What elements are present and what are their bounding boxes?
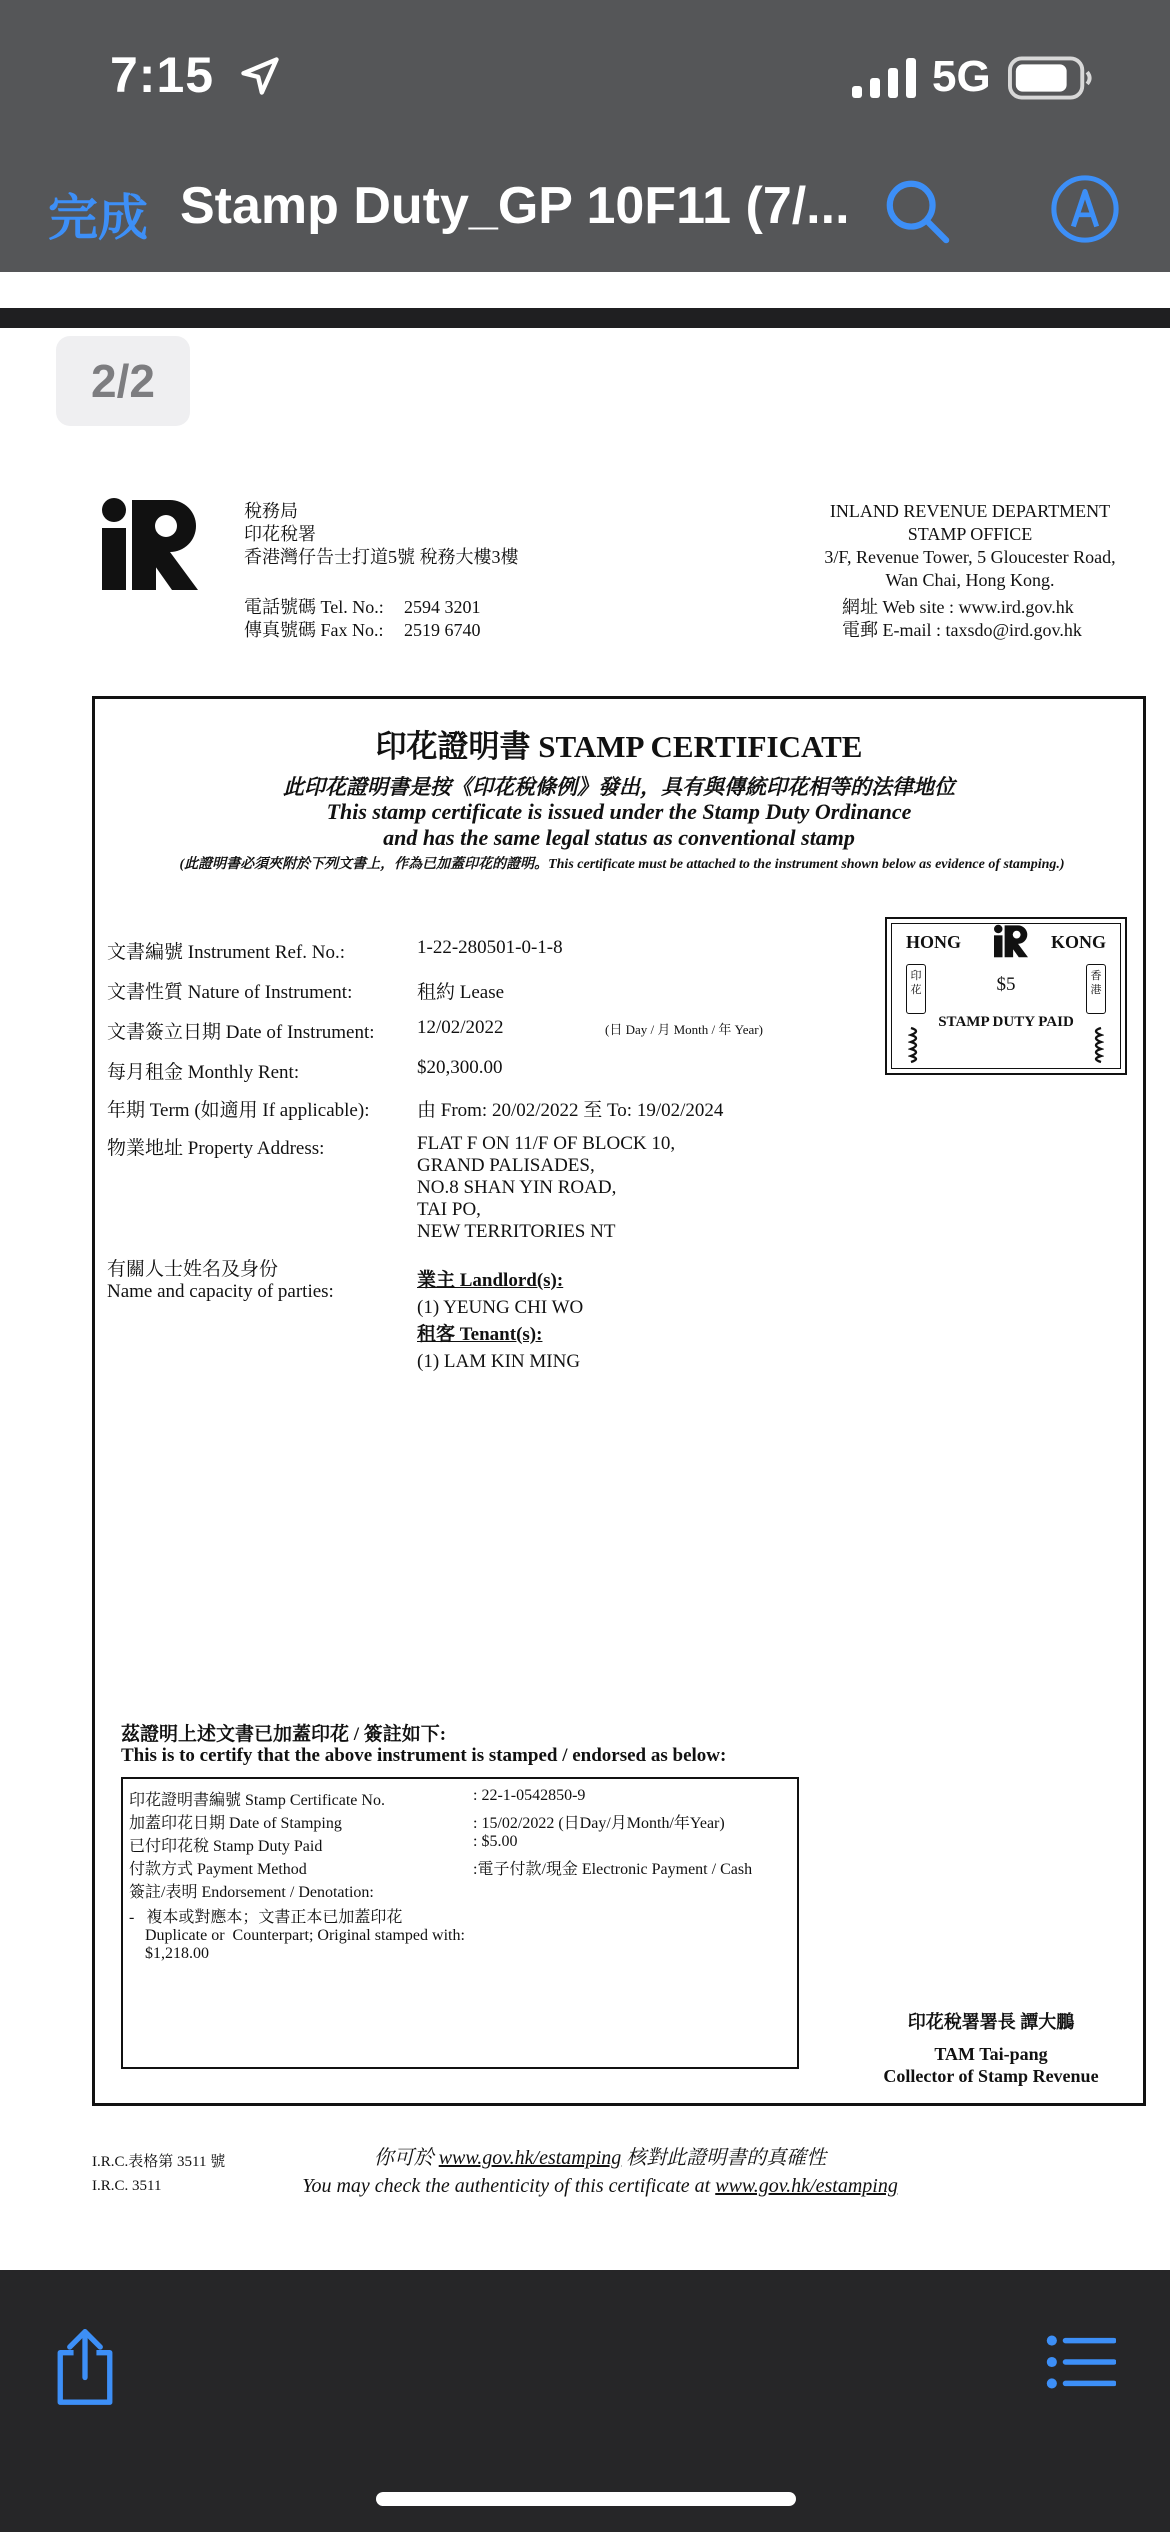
endorsement-value: : 15/02/2022 (日Day/月Month/年Year) [473, 1815, 725, 1832]
collector-signature-block [841, 2011, 1141, 2087]
tenant-name: (1) LAM KIN MING [417, 1351, 581, 1372]
verification-note [240, 2144, 960, 2200]
endorsement-value: :電子付款/現金 Electronic Payment / Cash [473, 1861, 753, 1878]
estamping-link[interactable]: www.gov.hk/estamping [438, 2147, 622, 2169]
letterhead-address-en [770, 500, 1170, 592]
form-number-en: I.R.C. 3511 [92, 2178, 162, 2194]
stamp-inner-border [891, 923, 1121, 1069]
form-number-zh: I.R.C.表格第 3511 號 [92, 2154, 226, 2170]
letterhead-address-zh [244, 500, 519, 569]
letterhead-line: INLAND REVENUE DEPARTMENT [829, 501, 1111, 521]
letterhead-line: 3/F, Revenue Tower, 5 Gloucester Road, [824, 547, 1116, 567]
parties-label-zh: 有關人士姓名及身份 [107, 1259, 279, 1280]
stamp-side-seal-right: 香港 [1086, 964, 1106, 1014]
address-line: NO.8 SHAN YIN ROAD, [417, 1177, 617, 1198]
endorsement-value: : 22-1-0542850-9 [473, 1787, 586, 1804]
bottom-toolbar [0, 2270, 1170, 2532]
field-value-term: 由 From: 20/02/2022 至 To: 19/02/2024 [417, 1100, 724, 1121]
verify-en-pre: You may check the authenticity of this certificate at [302, 2175, 716, 2197]
stamp-duty-paid-stamp [885, 917, 1127, 1075]
website: 網址 Web site : www.ird.gov.hk [842, 597, 1074, 617]
ird-stamp-logo [992, 924, 1030, 958]
parties-list [417, 1267, 583, 1375]
status-time: 7:15 [110, 47, 215, 103]
address-line: FLAT F ON 11/F OF BLOCK 10, [417, 1133, 676, 1154]
fax-number: 2519 6740 [404, 620, 481, 640]
letterhead-line: STAMP OFFICE [907, 524, 1033, 544]
battery-icon [1008, 56, 1094, 100]
landlord-label: 業主 Landlord(s): [417, 1270, 564, 1291]
spacer [841, 2033, 1141, 2043]
signal-strength-icon [852, 58, 916, 98]
top-bar [0, 0, 1170, 272]
endorsement-label: 印花證明書編號 Stamp Certificate No. [129, 1792, 385, 1809]
letterhead-line: Wan Chai, Hong Kong. [885, 570, 1055, 590]
certificate-title: 印花證明書 STAMP CERTIFICATE [375, 729, 863, 764]
done-button[interactable]: 完成 [48, 189, 148, 247]
letterhead-line: 印花稅署 [244, 524, 316, 544]
verify-zh-post: 核對此證明書的真確性 [621, 2147, 827, 2169]
letterhead-line: 稅務局 [244, 501, 298, 521]
landlord-name: (1) YEUNG CHI WO [417, 1297, 584, 1318]
document-viewer[interactable] [0, 272, 1170, 2270]
letterhead-contact [842, 596, 1082, 642]
stamp-hong: HONG [906, 932, 962, 952]
letterhead-phone [244, 596, 481, 642]
ird-logo [98, 496, 202, 592]
certificate-note: (此證明書必須夾附於下列文書上，作為已加蓋印花的證明。This certificate must be attached to the instrument shown below as evidence of stamping.) [179, 857, 1065, 872]
collector-name-en: TAM Tai-pang [934, 2044, 1048, 2064]
page-indicator: 2/2 [56, 336, 190, 426]
stamp-amount: $5 [996, 974, 1016, 995]
search-icon[interactable] [882, 176, 952, 246]
certificate-subtitle-en: This stamp certificate is issued under the Stamp Duty Ordinance [326, 799, 912, 824]
network-type: 5G [932, 52, 991, 101]
collector-name-zh: 印花稅署署長 譚大鵬 [907, 2012, 1075, 2032]
tel-label: 電話號碼 Tel. No.: [244, 597, 384, 617]
fax-label: 傳真號碼 Fax No.: [244, 620, 384, 640]
certificate-subtitle-zh: 此印花證明書是按《印花稅條例》發出，具有與傳統印花相等的法律地位 [283, 775, 955, 799]
stamp-certificate [92, 696, 1146, 2106]
certify-statement-zh: 茲證明上述文書已加蓋印花 / 簽註如下: [121, 1724, 447, 1745]
property-address [417, 1133, 675, 1243]
estamping-link[interactable]: www.gov.hk/estamping [715, 2175, 898, 2197]
verify-zh-pre: 你可於 [373, 2147, 439, 2169]
field-label-address: 物業地址 Property Address: [107, 1138, 325, 1159]
endorsement-label: 已付印花稅 Stamp Duty Paid [129, 1838, 323, 1855]
address-line: NEW TERRITORIES NT [417, 1221, 616, 1242]
field-label-term: 年期 Term (如適用 If applicable): [107, 1100, 370, 1121]
field-value-rent: $20,300.00 [417, 1057, 503, 1078]
tel-number: 2594 3201 [404, 597, 481, 617]
markup-pen-icon[interactable] [1050, 174, 1120, 244]
page-separator [0, 308, 1170, 328]
field-value-ref: 1-22-280501-0-1-8 [417, 937, 563, 958]
list-icon[interactable] [1046, 2334, 1116, 2390]
stamp-side-seal-left: 印花 [906, 964, 926, 1014]
stamp-kong: KONG [1050, 932, 1106, 952]
location-arrow-icon [238, 54, 282, 98]
letterhead-line: 香港灣仔告士打道5號 稅務大樓3樓 [244, 547, 519, 567]
document-title: Stamp Duty_GP 10F11 (7/... [180, 177, 850, 235]
stamp-paid-text: STAMP DUTY PAID [938, 1014, 1074, 1030]
form-number [92, 2150, 225, 2198]
home-indicator[interactable] [376, 2492, 796, 2506]
parties-label-en: Name and capacity of parties: [107, 1281, 334, 1302]
endorsement-label: 付款方式 Payment Method [129, 1861, 307, 1878]
date-format-hint: (日 Day / 月 Month / 年 Year) [605, 1022, 763, 1037]
certificate-subtitle-en: and has the same legal status as conventional stamp [383, 825, 855, 850]
field-value-date: 12/02/2022 [417, 1017, 504, 1038]
field-label-ref: 文書編號 Instrument Ref. No.: [107, 942, 346, 963]
tenant-label: 租客 Tenant(s): [417, 1324, 543, 1345]
field-label-rent: 每月租金 Monthly Rent: [107, 1062, 300, 1083]
certify-statement-en: This is to certify that the above instrument is stamped / endorsed as below: [121, 1745, 727, 1766]
parties-label [107, 1259, 334, 1303]
endorsement-label: 加蓋印花日期 Date of Stamping [129, 1815, 342, 1832]
endorsement-label: 簽註/表明 Endorsement / Denotation: [129, 1884, 374, 1901]
stamp-ornament-icon [1088, 1024, 1104, 1064]
email: 電郵 E-mail : taxsdo@ird.gov.hk [842, 620, 1082, 640]
stamp-ornament-icon [908, 1024, 924, 1064]
field-label-nature: 文書性質 Nature of Instrument: [107, 982, 353, 1003]
endorsement-value: : $5.00 [473, 1833, 518, 1850]
address-line: GRAND PALISADES, [417, 1155, 595, 1176]
collector-title: Collector of Stamp Revenue [883, 2066, 1099, 2086]
address-line: TAI PO, [417, 1199, 481, 1220]
field-label-date: 文書簽立日期 Date of Instrument: [107, 1022, 375, 1043]
endorsement-detail: - 複本或對應本；文書正本已加蓋印花 Duplicate or Counterpart; Original stamped with: $1,218.00 [129, 1909, 465, 1962]
endorsement-box [121, 1777, 799, 2069]
share-icon[interactable] [50, 2326, 120, 2406]
field-value-nature: 租約 Lease [417, 982, 505, 1003]
